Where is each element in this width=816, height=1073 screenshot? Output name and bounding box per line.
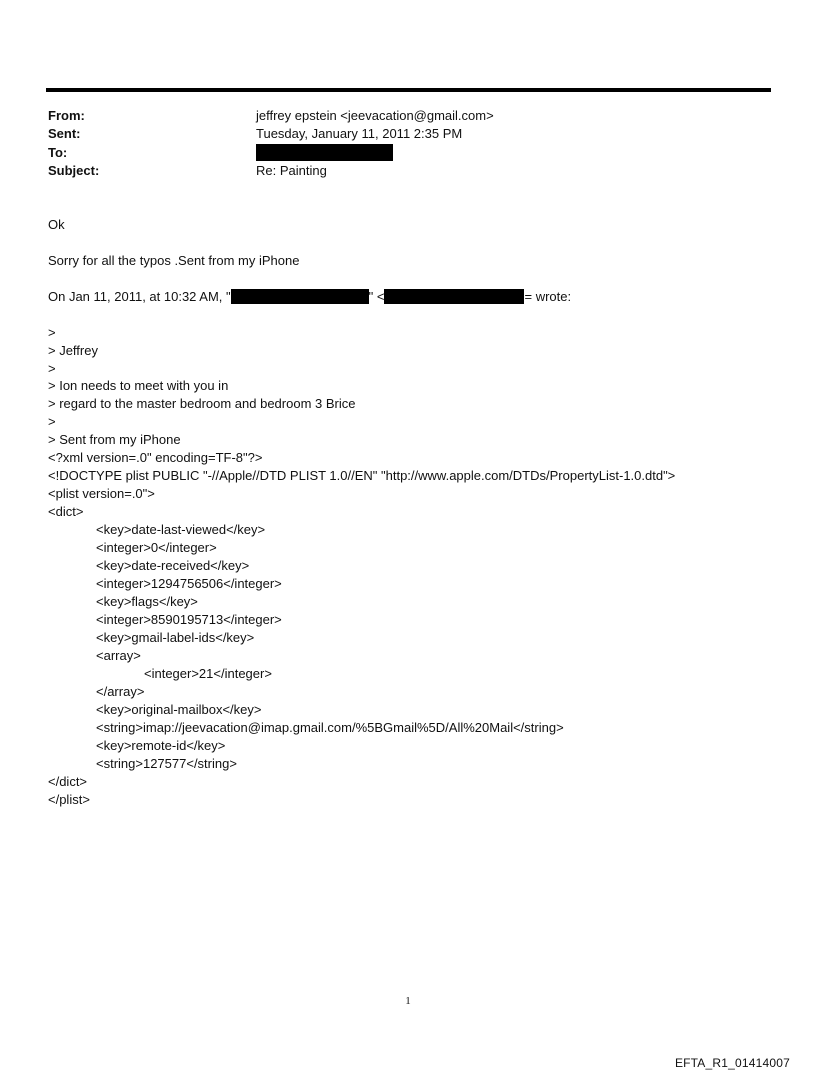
xml-line: <string>imap://jeevacation@imap.gmail.com/%5BGmail%5D/All%20Mail</string> (96, 720, 564, 735)
body-ok: Ok (48, 217, 65, 232)
to-label: To: (48, 145, 68, 160)
quote-intro-prefix: On Jan 11, 2011, at 10:32 AM, " (48, 289, 231, 304)
subject-value: Re: Painting (256, 163, 327, 178)
xml-line: <key>date-received</key> (96, 558, 250, 573)
body-sorry: Sorry for all the typos .Sent from my iPhone (48, 253, 300, 268)
quoted-line: > (48, 325, 56, 340)
sender-email-redaction (384, 289, 524, 304)
header-rule (46, 88, 771, 92)
xml-line: <key>flags</key> (96, 594, 198, 609)
quoted-line: > Ion needs to meet with you in (48, 378, 229, 393)
xml-line: <key>remote-id</key> (96, 738, 226, 753)
sender-name-redaction (231, 289, 369, 304)
xml-line: <key>date-last-viewed</key> (96, 522, 266, 537)
xml-line: </plist> (48, 792, 90, 807)
xml-line: <integer>8590195713</integer> (96, 612, 282, 627)
quote-intro-middle: " < (368, 289, 385, 304)
xml-line: <!DOCTYPE plist PUBLIC "-//Apple//DTD PLIST 1.0//EN" "http://www.apple.com/DTDs/PropertyList-1.0.dtd"> (48, 468, 676, 483)
xml-line: <plist version=.0"> (48, 486, 155, 501)
from-label: From: (48, 108, 85, 123)
xml-line: <key>gmail-label-ids</key> (96, 630, 255, 645)
xml-line: <?xml version=.0" encoding=TF-8"?> (48, 450, 263, 465)
quoted-line: > (48, 414, 56, 429)
xml-line: <dict> (48, 504, 84, 519)
xml-line: <integer>0</integer> (96, 540, 217, 555)
xml-line: </dict> (48, 774, 88, 789)
to-redaction (256, 144, 393, 161)
document-id: EFTA_R1_01414007 (674, 1056, 790, 1070)
xml-line: <key>original-mailbox</key> (96, 702, 262, 717)
xml-line: <integer>21</integer> (144, 666, 272, 681)
page-number: 1 (405, 995, 411, 1007)
sent-label: Sent: (48, 126, 81, 141)
quote-intro-line (48, 288, 571, 306)
xml-line: </array> (96, 684, 145, 699)
subject-label: Subject: (48, 163, 100, 178)
quoted-line: > (48, 361, 56, 376)
quoted-line: > Sent from my iPhone (48, 432, 181, 447)
quoted-line: > Jeffrey (48, 343, 98, 358)
xml-line: <integer>1294756506</integer> (96, 576, 282, 591)
quote-intro-suffix: = wrote: (524, 289, 572, 304)
from-value: jeffrey epstein <jeevacation@gmail.com> (256, 108, 494, 123)
xml-line: <array> (96, 648, 141, 663)
sent-value: Tuesday, January 11, 2011 2:35 PM (256, 126, 463, 141)
xml-line: <string>127577</string> (96, 756, 237, 771)
quoted-line: > regard to the master bedroom and bedroom 3 Brice (48, 396, 356, 411)
